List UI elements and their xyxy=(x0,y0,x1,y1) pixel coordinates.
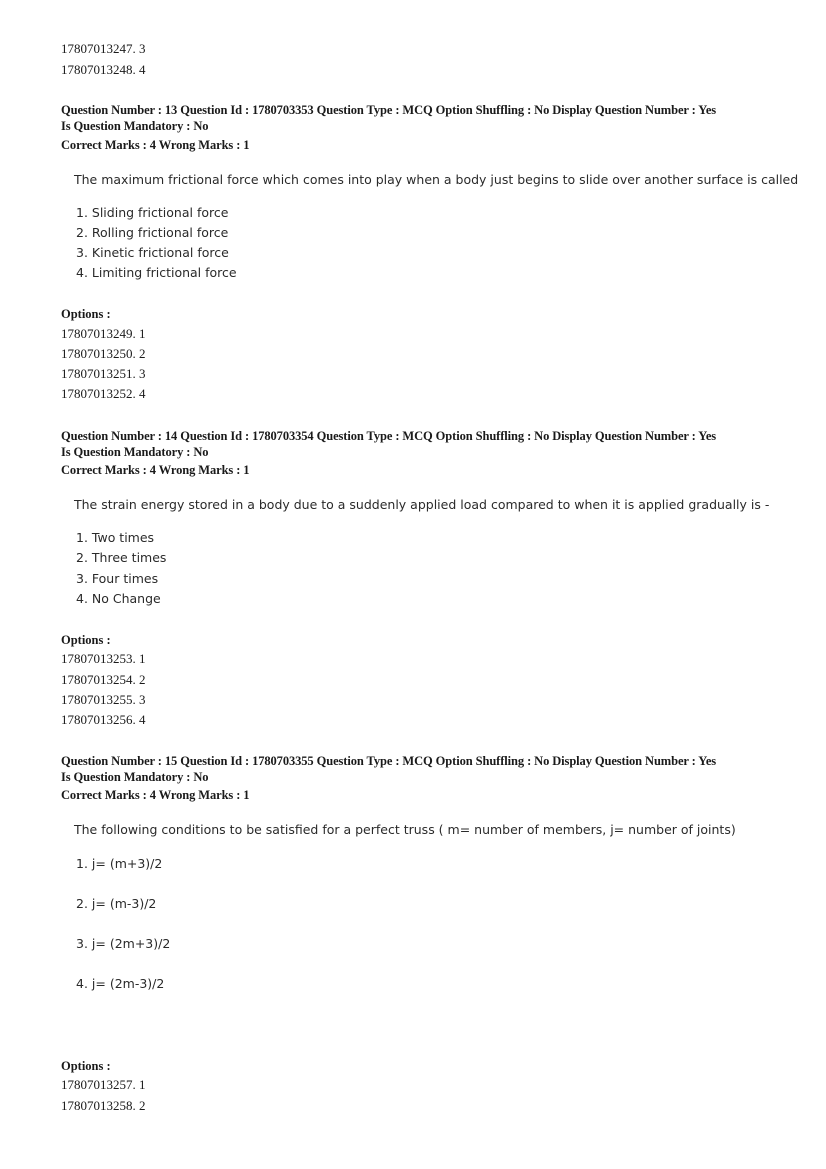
answer-choice: 4. j= (2m-3)/2 xyxy=(76,976,165,991)
answer-choice: 3. Four times xyxy=(76,571,159,586)
question-header: Question Number : 14 Question Id : 1780703354 Question Type : MCQ Option Shuffling : No Display Question Number : Yes xyxy=(61,429,717,443)
question-mandatory: Is Question Mandatory : No xyxy=(61,119,209,133)
answer-choice: 1. Two times xyxy=(76,530,155,545)
question-header: Question Number : 13 Question Id : 1780703353 Question Type : MCQ Option Shuffling : No Display Question Number : Yes xyxy=(61,103,717,117)
question-text: The strain energy stored in a body due to a suddenly applied load compared to when it is applied gradually is - xyxy=(74,497,770,512)
option-id: 17807013256. 4 xyxy=(61,712,146,727)
question-mandatory: Is Question Mandatory : No xyxy=(61,770,209,784)
option-id: 17807013254. 2 xyxy=(61,672,146,687)
options-label: Options : xyxy=(61,1059,111,1073)
question-text: The following conditions to be satisfied for a perfect truss ( m= number of members, j= number of joints) xyxy=(74,822,736,837)
answer-choice: 1. Sliding frictional force xyxy=(76,205,229,220)
option-id: 17807013258. 2 xyxy=(61,1098,146,1113)
question-marks: Correct Marks : 4 Wrong Marks : 1 xyxy=(61,138,250,152)
options-label: Options : xyxy=(61,633,111,647)
answer-choice: 4. Limiting frictional force xyxy=(76,265,237,280)
option-id: 17807013252. 4 xyxy=(61,386,146,401)
answer-choice: 4. No Change xyxy=(76,591,161,606)
option-id: 17807013255. 3 xyxy=(61,692,146,707)
option-id: 17807013250. 2 xyxy=(61,346,146,361)
answer-choice: 3. j= (2m+3)/2 xyxy=(76,936,171,951)
answer-choice: 2. j= (m-3)/2 xyxy=(76,896,157,911)
answer-choice: 2. Three times xyxy=(76,550,167,565)
option-id: 17807013247. 3 xyxy=(61,41,146,56)
option-id: 17807013257. 1 xyxy=(61,1077,146,1092)
option-id: 17807013248. 4 xyxy=(61,62,146,77)
answer-choice: 1. j= (m+3)/2 xyxy=(76,856,163,871)
option-id: 17807013253. 1 xyxy=(61,651,146,666)
question-mandatory: Is Question Mandatory : No xyxy=(61,445,209,459)
question-marks: Correct Marks : 4 Wrong Marks : 1 xyxy=(61,788,250,802)
answer-choice: 3. Kinetic frictional force xyxy=(76,245,229,260)
option-id: 17807013251. 3 xyxy=(61,366,146,381)
question-header: Question Number : 15 Question Id : 1780703355 Question Type : MCQ Option Shuffling : No Display Question Number : Yes xyxy=(61,754,717,768)
question-text: The maximum frictional force which comes into play when a body just begins to slide over another surface is called xyxy=(74,172,799,187)
answer-choice: 2. Rolling frictional force xyxy=(76,225,229,240)
question-marks: Correct Marks : 4 Wrong Marks : 1 xyxy=(61,463,250,477)
option-id: 17807013249. 1 xyxy=(61,326,146,341)
options-label: Options : xyxy=(61,307,111,321)
